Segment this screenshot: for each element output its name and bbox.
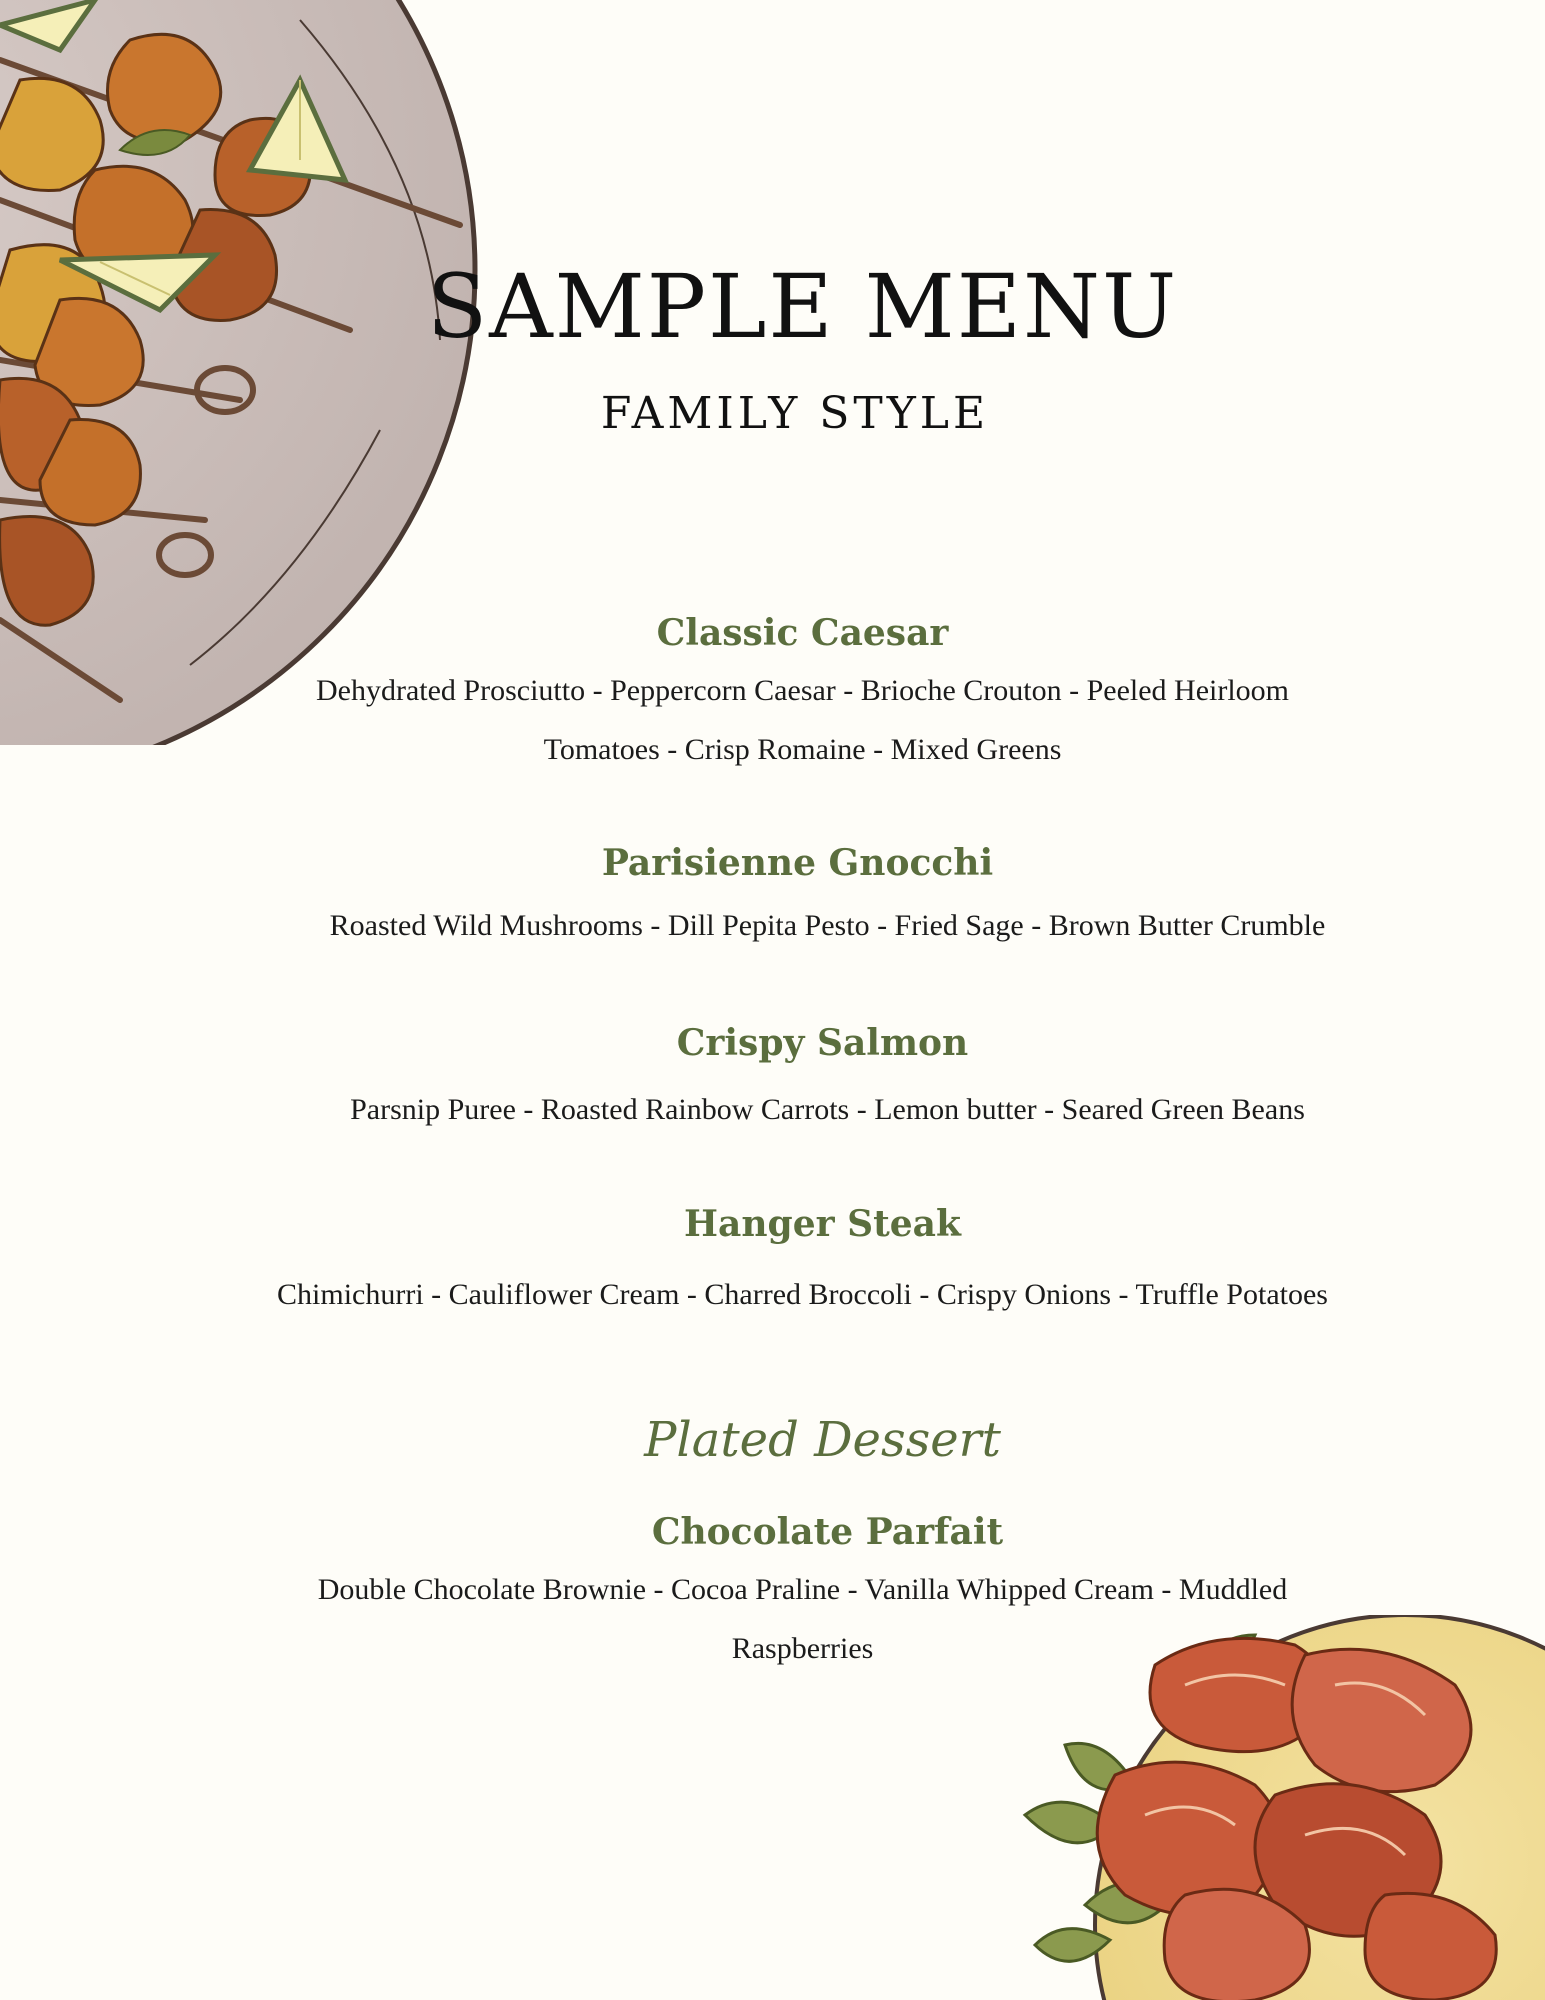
menu-title: SAMPLE MENU (426, 255, 1179, 358)
dish-name-chocolate-parfait: Chocolate Parfait (651, 1511, 1004, 1553)
dish-description-classic-caesar: Dehydrated Prosciutto - Peppercorn Caesar - Brioche Crouton - Peeled Heirloom Tomatoes - Crisp Romaine - Mixed Greens (315, 674, 1290, 766)
dish-name-parisienne-gnocchi: Parisienne Gnocchi (601, 842, 994, 884)
menu-subtitle: FAMILY STYLE (600, 388, 990, 439)
dish-name-hanger-steak: Hanger Steak (684, 1203, 961, 1245)
dish-name-crispy-salmon: Crispy Salmon (676, 1022, 969, 1064)
dish-description-hanger-steak: Chimichurri - Cauliflower Cream - Charred Broccoli - Crispy Onions - Truffle Potatoes (277, 1278, 1328, 1311)
dessert-section-heading: Plated Dessert (644, 1412, 1001, 1468)
dish-description-crispy-salmon: Parsnip Puree - Roasted Rainbow Carrots - Lemon butter - Seared Green Beans (350, 1093, 1305, 1126)
dish-description-chocolate-parfait: Double Chocolate Brownie - Cocoa Praline - Vanilla Whipped Cream - Muddled Raspberries (317, 1573, 1288, 1665)
dish-name-classic-caesar: Classic Caesar (656, 612, 949, 654)
dish-description-parisienne-gnocchi: Roasted Wild Mushrooms - Dill Pepita Pesto - Fried Sage - Brown Butter Crumble (329, 909, 1326, 942)
